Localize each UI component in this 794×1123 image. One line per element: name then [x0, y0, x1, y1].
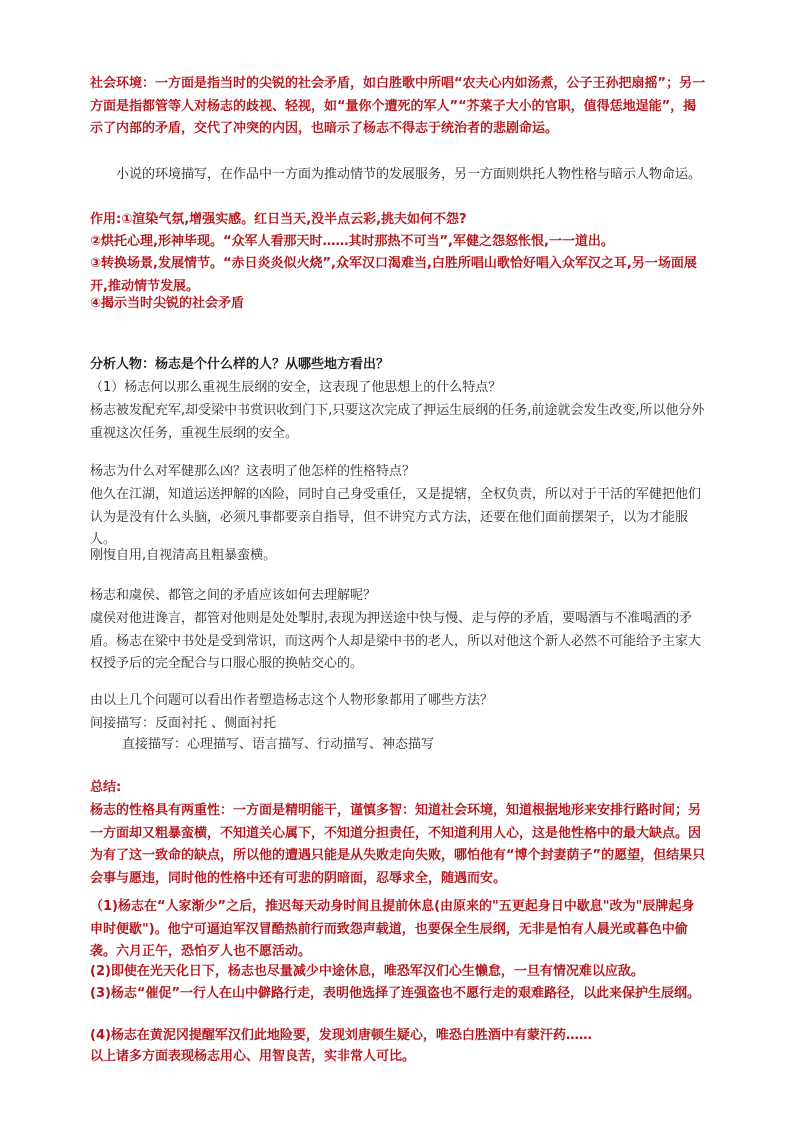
summary-closing: 以上诸多方面表现杨志用心、用智良苦，实非常人可比。 — [90, 1049, 416, 1064]
character-analysis-question: 分析人物：杨志是个什么样的人？从哪些地方看出？ — [90, 357, 390, 372]
environment-summary-paragraph: 小说的环境描写，在作品中一方面为推动情节的发展服务，另一方面则烘托人物性格与暗示人物命运。 — [116, 167, 702, 182]
answer-4-indirect: 间接描写：反面衬托 、侧面衬托 — [90, 716, 277, 731]
summary-paragraph: 杨志的性格具有两重性：一方面是精明能干，谨慎多智：知道社会环境，知道根据地形来安排行路时间；另一方面却又粗暴蛮横，不知道关心属下，不知道分担责任，不知道利用人心，这是他性格中的最大缺点。因为有了这一致命的缺点，所以他的遭遇只能是从失败走向失败，哪怕他有“博个封妻荫子”的愿望，但结果只会事与愿违，同时他的性格中还有可悲的阴暗面，忍辱求全，随遇而安。 — [90, 803, 706, 886]
summary-item-2: (2)即使在光天化日下，杨志也尽量减少中途休息，唯恐军汉们心生懒怠，一旦有情况难以应敌。 — [90, 964, 644, 979]
function-item-3: ③转换场景,发展情节。“赤日炎炎似火烧”,众军汉口渴难当,白胜所唱山歌恰好唱入众军汉之耳,另一场面展开,推动情节发展。 — [90, 256, 697, 294]
environment-paragraph: 社会环境：一方面是指当时的尖锐的社会矛盾，如白胜歌中所唱“农夫心内如汤煮，公子王孙把扇摇”；另一方面是指都管等人对杨志的歧视、轻视，如“量你个遭死的军人”“芥菜子大小的官职，值得恁地逞能”，揭示了内部的矛盾，交代了冲突的内因，也暗示了杨志不得志于统治者的悲剧命运。 — [90, 76, 706, 136]
function-item-1: 作用:①渲染气氛,增强实感。红日当天,没半点云彩,挑夫如何不怨? — [90, 212, 467, 227]
answer-4-direct: 直接描写：心理描写、语言描写、行动描写、神态描写 — [122, 737, 435, 752]
answer-2-summary: 刚愎自用,自视清高且粗暴蛮横。 — [90, 548, 277, 563]
answer-2: 他久在江湖，知道运送押解的凶险，同时自己身受重任，又是提辖，全权负责，所以对于干活的军健把他们认为是没有什么头脑，必须凡事都要亲自指导，但不讲究方式方法，还要在他们面前摆架子，以为才能服人。 — [90, 487, 702, 547]
question-1: （1）杨志何以那么重视生辰纲的安全，这表现了他思想上的什么特点？ — [90, 380, 502, 395]
answer-1: 杨志被发配充军,却受梁中书赏识收到门下,只要这次完成了押运生辰纲的任务,前途就会发生改变,所以他分外重视这次任务，重视生辰纲的安全。 — [90, 403, 705, 441]
answer-3: 虞侯对他进谗言，都管对他则是处处掣肘,表现为押送途中快与慢、走与停的矛盾，要喝酒与不准喝酒的矛盾。杨志在梁中书处是受到常识，而这两个人却是梁中书的老人，所以对他这个新人必然不可能给予主家大权授予后的完全配合与口服心服的换帖交心的。 — [90, 611, 702, 671]
function-item-2: ②烘托心理,形神毕现。“众军人看那天时……其时那热不可当”,军健之怨怒怅恨,一一道出。 — [90, 234, 614, 249]
summary-heading: 总结: — [90, 780, 122, 795]
question-4: 由以上几个问题可以看出作者塑造杨志这个人物形象都用了哪些方法？ — [90, 693, 494, 708]
question-3: 杨志和虞侯、都管之间的矛盾应该如何去理解呢？ — [90, 588, 377, 603]
function-item-4: ④揭示当时尖锐的社会矛盾 — [90, 296, 245, 311]
summary-item-1: （1)杨志在“人家渐少”之后，推迟每天动身时间且提前休息(由原来的"五更起身日中歇息"改为"辰牌起身申时便歇")。他宁可逼迫军汉冒酷热前行而致怨声载道，也要保全生辰纲，无非是怕有人晨光或暮色中偷袭。六月正午，恐怕歹人也不愿活动。 — [90, 899, 695, 959]
summary-item-3: (3)杨志“催促”一行人在山中僻路行走，表明他选择了连强盗也不愿行走的艰难路径，以此来保护生辰纲。 — [90, 986, 701, 1001]
question-2: 杨志为什么对军健那么凶？这表明了他怎样的性格特点？ — [90, 464, 416, 479]
summary-item-4: (4)杨志在黄泥冈提醒军汉们此地险要，发现刘唐顿生疑心，唯恐白胜酒中有蒙汗药…… — [90, 1028, 592, 1043]
